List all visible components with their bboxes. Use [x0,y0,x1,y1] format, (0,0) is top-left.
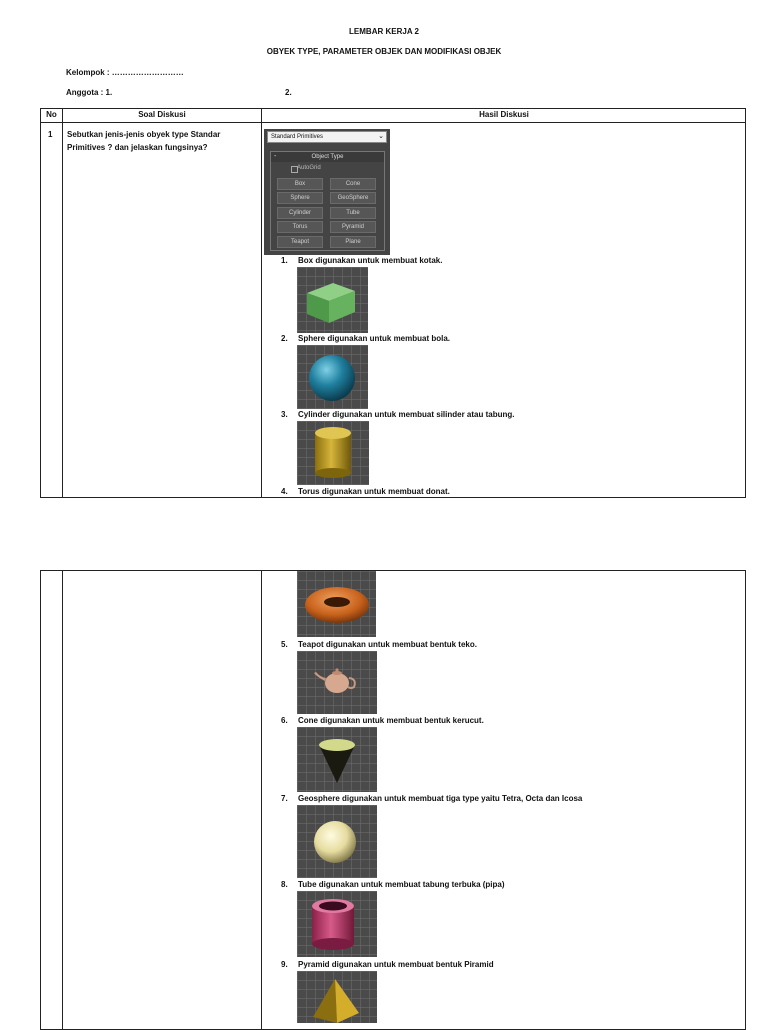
geosphere-icon [297,805,377,878]
item-number: 6. [281,716,288,725]
col-header-soal: Soal Diskusi [138,110,186,119]
question-line-2: Primitives ? dan jelaskan fungsinya? [67,143,208,152]
worksheet-title: LEMBAR KERJA 2 [349,27,419,36]
sphere-button[interactable]: Sphere [277,192,323,204]
item-text-box: Box digunakan untuk membuat kotak. [298,256,443,265]
item-number: 1. [281,256,288,265]
worksheet-subtitle: OBYEK TYPE, PARAMETER OBJEK DAN MODIFIKASI OBJEK [266,47,502,56]
item-number: 4. [281,487,288,496]
rollout-header[interactable] [271,152,384,162]
col-header-no: No [46,110,57,119]
cylinder-button[interactable]: Cylinder [277,207,323,219]
item-number: 2. [281,334,288,343]
item-text-torus: Torus digunakan untuk membuat donat. [298,487,450,496]
dropdown-value: Standard Primitives [271,134,324,140]
box-icon [297,267,368,333]
rollout-title: Object Type [311,154,344,160]
torus-button[interactable]: Torus [277,221,323,233]
chevron-down-icon: ⌄ [378,133,384,140]
teapot-button[interactable]: Teapot [277,236,323,248]
collapse-icon: - [274,153,277,160]
teapot-icon [297,651,377,714]
primitives-dropdown[interactable] [267,131,387,143]
box-button[interactable]: Box [277,178,323,190]
item-number: 3. [281,410,288,419]
object-type-panel [264,129,390,255]
item-number: 5. [281,640,288,649]
item-text-teapot: Teapot digunakan untuk membuat bentuk teko. [298,640,477,649]
item-number: 8. [281,880,288,889]
object-type-rollout [270,151,385,251]
kelompok-label: Kelompok : ……………………… [66,68,184,77]
plane-button[interactable]: Plane [330,236,376,248]
torus-icon [297,571,376,637]
tube-icon [297,891,377,957]
anggota-2-label: 2. [285,88,292,97]
item-text-geosphere: Geosphere digunakan untuk membuat tiga type yaitu Tetra, Octa dan Icosa [298,794,583,803]
item-number: 9. [281,960,288,969]
row-number: 1 [48,130,53,139]
anggota-label: Anggota : 1. [66,88,113,97]
col-header-hasil: Hasil Diskusi [479,110,529,119]
discussion-table-page1 [40,108,746,498]
item-text-cone: Cone digunakan untuk membuat bentuk kerucut. [298,716,484,725]
autogrid-label: AutoGrid [297,165,321,171]
pyramid-button[interactable]: Pyramid [330,221,376,233]
tube-button[interactable]: Tube [330,207,376,219]
item-text-tube: Tube digunakan untuk membuat tabung terbuka (pipa) [298,880,505,889]
item-number: 7. [281,794,288,803]
question-line-1: Sebutkan jenis-jenis obyek type Standar [67,130,221,139]
cone-icon [297,727,377,792]
sphere-icon [297,345,368,409]
geosphere-button[interactable]: GeoSphere [330,192,376,204]
cylinder-icon [297,421,369,485]
item-text-pyramid: Pyramid digunakan untuk membuat bentuk Piramid [298,960,494,969]
cone-button[interactable]: Cone [330,178,376,190]
item-text-cylinder: Cylinder digunakan untuk membuat silinder atau tabung. [298,410,515,419]
item-text-sphere: Sphere digunakan untuk membuat bola. [298,334,451,343]
pyramid-icon [297,971,377,1023]
